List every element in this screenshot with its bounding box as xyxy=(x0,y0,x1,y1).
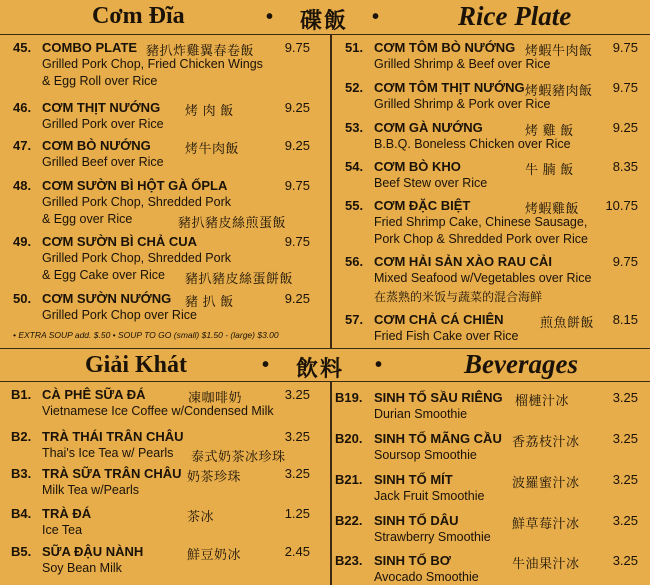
item-description: Beef Stew over Rice xyxy=(374,176,488,190)
item-price: 9.25 xyxy=(284,291,310,306)
item-description: Grilled Pork Chop, Shredded Pork xyxy=(42,195,231,209)
item-name: COMBO PLATE xyxy=(42,40,138,55)
item-name: CƠM TÔM BÒ NƯỚNG xyxy=(374,40,516,55)
item-chinese-name: 烤蝦牛肉飯 xyxy=(525,43,593,58)
rice-plate-right-column xyxy=(345,40,638,343)
item-price: 9.75 xyxy=(612,254,638,269)
item-price: 3.25 xyxy=(612,390,638,405)
beverages-title-vietnamese: Giải Khát xyxy=(85,352,188,378)
item-number: B1. xyxy=(11,387,32,402)
item-description: Jack Fruit Smoothie xyxy=(374,489,485,503)
item-number: 47. xyxy=(13,138,32,153)
item-price: 10.75 xyxy=(605,198,638,213)
item-description-chinese: 在蒸熟的米饭与蔬菜的混合海鲜 xyxy=(374,290,543,304)
item-name: SINH TỐ BƠ xyxy=(374,553,451,568)
item-description: Strawberry Smoothie xyxy=(374,530,491,544)
item-price: 8.15 xyxy=(612,312,638,327)
item-price: 1.25 xyxy=(284,506,310,521)
item-chinese-name: 波羅蜜汁冰 xyxy=(512,475,580,490)
item-price: 9.25 xyxy=(612,120,638,135)
item-name: CƠM SƯỜN BÌ CHẢ CUA xyxy=(42,234,198,249)
item-number: B2. xyxy=(11,429,32,444)
beverages-title-chinese: 飲料 xyxy=(296,356,345,381)
item-chinese-name: 煎魚餅飯 xyxy=(540,315,595,330)
item-price: 9.75 xyxy=(284,178,310,193)
item-name: SINH TỐ DÂU xyxy=(374,513,459,528)
item-number: 49. xyxy=(13,234,32,249)
item-number: 53. xyxy=(345,120,364,135)
item-number: B23. xyxy=(335,553,363,568)
item-price: 9.75 xyxy=(284,40,310,55)
item-description: Fried Shrimp Cake, Chinese Sausage, xyxy=(374,215,588,229)
item-chinese-name: 茶冰 xyxy=(187,509,215,524)
item-name: SINH TỐ MÃNG CẦU xyxy=(374,431,502,446)
item-description: Grilled Pork Chop, Fried Chicken Wings xyxy=(42,57,263,71)
item-name: CÀ PHÊ SỮA ĐÁ xyxy=(42,387,146,402)
soup-note: • EXTRA SOUP add. $.50 • SOUP TO GO (small) $1.50 - (large) $3.00 xyxy=(13,330,279,340)
item-number: 54. xyxy=(345,159,364,174)
item-description: Avocado Smoothie xyxy=(374,570,479,584)
item-name: CƠM HẢI SẢN XÀO RAU CẢI xyxy=(374,254,552,269)
item-description: & Egg over Rice xyxy=(42,212,133,226)
item-chinese-name: 奶茶珍珠 xyxy=(187,469,242,484)
item-number: B5. xyxy=(11,544,32,559)
item-name: TRÀ THÁI TRÂN CHÂU xyxy=(42,429,184,444)
item-price: 3.25 xyxy=(284,466,310,481)
item-number: 56. xyxy=(345,254,364,269)
item-chinese-name: 烤蝦豬肉飯 xyxy=(525,83,593,98)
item-chinese-name: 烤 肉 飯 xyxy=(185,103,234,118)
item-description: Mixed Seafood w/Vegetables over Rice xyxy=(374,271,592,285)
column-divider xyxy=(330,34,332,348)
item-name: CƠM ĐẶC BIỆT xyxy=(374,198,471,213)
item-chinese-name: 牛油果汁冰 xyxy=(512,556,580,571)
item-name: SỮA ĐẬU NÀNH xyxy=(42,544,144,559)
item-name: CƠM SƯỜN NƯỚNG xyxy=(42,291,172,306)
rice-plate-title-vietnamese: Cơm Đĩa xyxy=(92,3,185,29)
item-description: Milk Tea w/Pearls xyxy=(42,483,140,497)
item-chinese-name: 泰式奶茶冰珍珠 xyxy=(191,449,286,464)
header-dot: • xyxy=(372,6,380,28)
item-description: & Egg Cake over Rice xyxy=(42,268,165,282)
item-description: Soursop Smoothie xyxy=(374,448,477,462)
item-price: 2.45 xyxy=(284,544,310,559)
header-dot: • xyxy=(375,354,383,376)
item-description: Ice Tea xyxy=(42,523,83,537)
item-description: Durian Smoothie xyxy=(374,407,468,421)
item-price: 3.25 xyxy=(612,553,638,568)
item-number: B19. xyxy=(335,390,363,405)
item-chinese-name: 牛 腩 飯 xyxy=(525,162,574,177)
rice-plate-title-chinese: 碟飯 xyxy=(300,8,349,33)
beverages-right-column xyxy=(335,390,638,585)
column-divider xyxy=(330,381,332,585)
item-number: 52. xyxy=(345,80,364,95)
item-number: 46. xyxy=(13,100,32,115)
item-chinese-name: 鮮豆奶冰 xyxy=(187,547,242,562)
item-chinese-name: 烤牛肉飯 xyxy=(185,141,240,156)
item-name: CƠM CHẢ CÁ CHIÊN xyxy=(374,312,504,327)
item-number: 55. xyxy=(345,198,364,213)
item-description: Grilled Beef over Rice xyxy=(42,155,164,169)
item-number: B3. xyxy=(11,466,32,481)
rice-plate-left-column xyxy=(13,40,310,340)
item-chinese-name: 榴槤汁冰 xyxy=(515,393,570,408)
item-number: 50. xyxy=(13,291,32,306)
item-description: Thai's Ice Tea w/ Pearls xyxy=(42,446,174,460)
item-number: 57. xyxy=(345,312,364,327)
item-description: B.B.Q. Boneless Chicken over Rice xyxy=(374,137,571,151)
item-name: SINH TỐ SẦU RIÊNG xyxy=(374,390,503,405)
item-name: TRÀ SỮA TRÂN CHÂU xyxy=(42,466,182,481)
item-number: B21. xyxy=(335,472,363,487)
item-description: Grilled Pork Chop, Shredded Pork xyxy=(42,251,231,265)
item-name: SINH TỐ MÍT xyxy=(374,472,453,487)
item-name: CƠM BÒ NƯỚNG xyxy=(42,138,151,153)
beverages-left-column xyxy=(11,387,310,585)
item-name: CƠM TÔM THỊT NƯỚNG xyxy=(374,80,525,95)
item-price: 3.25 xyxy=(284,429,310,444)
item-description: Pork Chop & Shredded Pork over Rice xyxy=(374,232,588,246)
item-price: 9.25 xyxy=(284,138,310,153)
item-number: B20. xyxy=(335,431,363,446)
item-number: B4. xyxy=(11,506,32,521)
item-name: CƠM BÒ KHO xyxy=(374,159,461,174)
item-price: 3.25 xyxy=(284,387,310,402)
item-price: 3.25 xyxy=(612,513,638,528)
item-chinese-name: 豬 扒 飯 xyxy=(185,294,234,309)
item-number: 48. xyxy=(13,178,32,193)
item-description: Vietnamese Ice Coffee w/Condensed Milk xyxy=(42,404,274,418)
item-number: B22. xyxy=(335,513,363,528)
item-price: 9.25 xyxy=(284,100,310,115)
item-name: CƠM SƯỜN BÌ HỘT GÀ ỐPLA xyxy=(42,178,228,193)
item-price: 3.25 xyxy=(612,472,638,487)
item-name: CƠM THỊT NƯỚNG xyxy=(42,100,161,115)
item-price: 3.25 xyxy=(612,431,638,446)
item-number: 51. xyxy=(345,40,364,55)
item-chinese-name: 烤蝦雞飯 xyxy=(525,201,580,216)
item-price: 9.75 xyxy=(612,80,638,95)
beverages-title-english: Beverages xyxy=(464,349,578,379)
beverages-header xyxy=(0,348,650,382)
header-dot: • xyxy=(262,354,270,376)
item-description: Grilled Shrimp & Pork over Rice xyxy=(374,97,551,111)
rice-plate-title-english: Rice Plate xyxy=(458,1,572,31)
item-name: TRÀ ĐÁ xyxy=(42,506,92,521)
item-chinese-name: 鮮草莓汁冰 xyxy=(512,516,580,531)
item-name: CƠM GÀ NƯỚNG xyxy=(374,120,483,135)
item-chinese-name: 豬扒豬皮絲煎蛋飯 xyxy=(178,215,287,230)
item-price: 9.75 xyxy=(284,234,310,249)
item-description: & Egg Roll over Rice xyxy=(42,74,158,88)
item-description: Grilled Pork over Rice xyxy=(42,117,164,131)
item-chinese-name: 豬扒豬皮絲蛋餅飯 xyxy=(185,271,294,286)
item-description: Grilled Pork Chop over Rice xyxy=(42,308,197,322)
rice-plate-header xyxy=(0,0,650,35)
item-number: 45. xyxy=(13,40,32,55)
header-dot: • xyxy=(266,6,274,28)
item-chinese-name: 豬扒炸雞翼春卷飯 xyxy=(146,43,255,58)
item-description: Fried Fish Cake over Rice xyxy=(374,329,519,343)
item-price: 9.75 xyxy=(612,40,638,55)
item-chinese-name: 凍咖啡奶 xyxy=(188,390,243,405)
item-chinese-name: 烤 雞 飯 xyxy=(525,123,574,138)
item-price: 8.35 xyxy=(612,159,638,174)
item-description: Soy Bean Milk xyxy=(42,561,122,575)
item-chinese-name: 香荔枝汁冰 xyxy=(512,434,580,449)
item-description: Grilled Shrimp & Beef over Rice xyxy=(374,57,551,71)
